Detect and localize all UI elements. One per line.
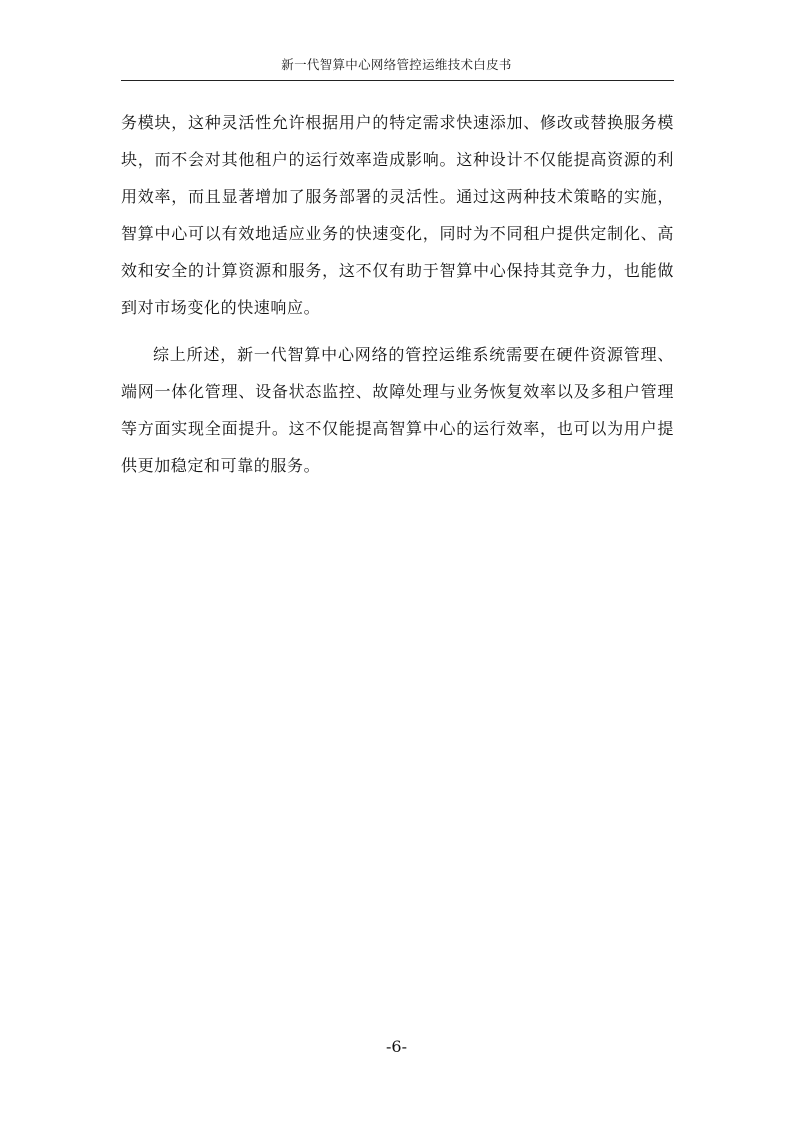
document-body <box>121 104 674 484</box>
paragraph-continuation: 务模块，这种灵活性允许根据用户的特定需求快速添加、修改或替换服务模块，而不会对其他租户的运行效率造成影响。这种设计不仅能提高资源的利用效率，而且显著增加了服务部署的灵活性。通过这两种技术策略的实施，智算中心可以有效地适应业务的快速变化，同时为不同租户提供定制化、高效和安全的计算资源和服务，这不仅有助于智算中心保持其竞争力，也能做到对市场变化的快速响应。 <box>121 113 674 317</box>
page-number: -6- <box>386 1037 407 1056</box>
header-divider <box>121 80 674 81</box>
paragraph-conclusion: 综上所述，新一代智算中心网络的管控运维系统需要在硬件资源管理、端网一体化管理、设备状态监控、故障处理与业务恢复效率以及多租户管理等方面实现全面提升。这不仅能提高智算中心的运行效率，也可以为用户提供更加稳定和可靠的服务。 <box>121 345 674 475</box>
running-header-title: 新一代智算中心网络管控运维技术白皮书 <box>281 57 512 72</box>
